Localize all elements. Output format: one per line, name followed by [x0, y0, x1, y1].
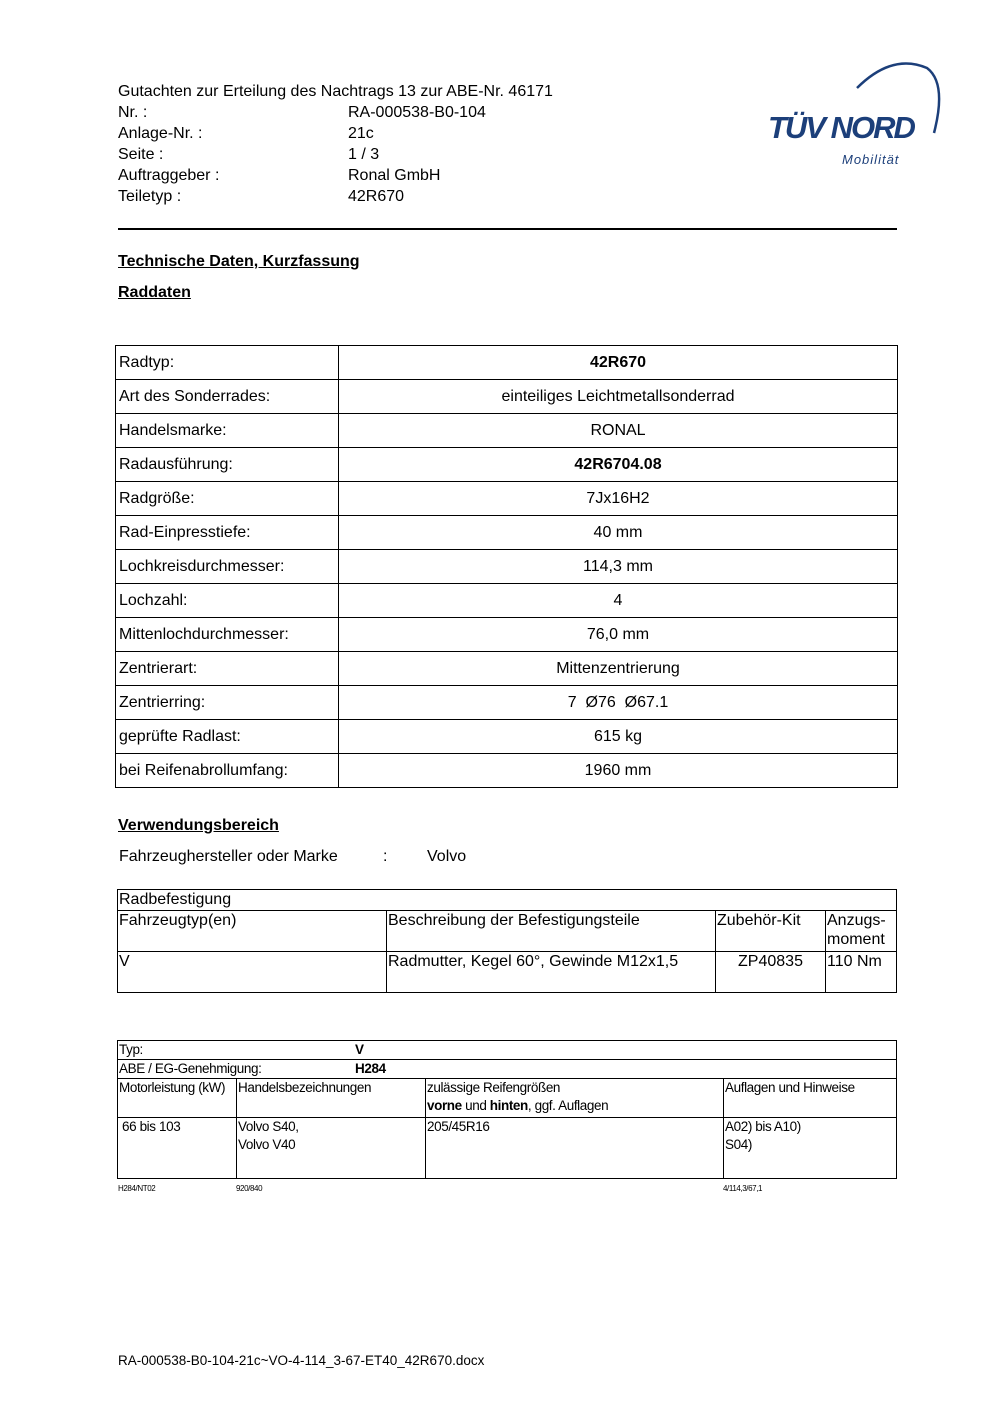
col-header-notes: Auflagen und Hinweise	[724, 1079, 897, 1118]
col-header-vehicle-type: Fahrzeugtyp(en)	[118, 911, 387, 952]
table-row	[116, 720, 898, 754]
table-row	[118, 1060, 897, 1079]
row-label: Radgröße:	[116, 482, 339, 516]
logo-wordmark: TÜV NORD	[768, 110, 914, 145]
tires-header-rear: hinten	[489, 1098, 528, 1113]
col-header-description: Beschreibung der Befestigungsteile	[387, 911, 716, 952]
footer-filename: RA-000538-B0-104-21c~VO-4-114_3-67-ET40_42R670.docx	[118, 1353, 485, 1368]
col-header-kit: Zubehör-Kit	[716, 911, 826, 952]
table-row	[116, 346, 898, 380]
table-row	[118, 1118, 897, 1179]
row-value: 40 mm	[339, 516, 898, 550]
note-2: S04)	[725, 1137, 752, 1152]
row-label: Lochkreisdurchmesser:	[116, 550, 339, 584]
table-row	[116, 754, 898, 788]
section-title-tech: Technische Daten, Kurzfassung	[118, 253, 360, 270]
table-row	[118, 952, 897, 993]
col-header-power: Motorleistung (kW)	[118, 1079, 237, 1118]
row-value: einteiliges Leichtmetallsonderrad	[339, 380, 898, 414]
table-row	[116, 414, 898, 448]
header-label-nr: Nr. :	[118, 104, 148, 121]
trade-name-1: Volvo S40,	[238, 1119, 299, 1134]
cell-description: Radmutter, Kegel 60°, Gewinde M12x1,5	[387, 952, 716, 993]
cell-tires: 205/45R16	[426, 1118, 724, 1179]
note-1: A02) bis A10)	[725, 1119, 801, 1134]
tuv-nord-logo	[762, 58, 942, 173]
row-value: 615 kg	[339, 720, 898, 754]
header-label-teiletyp: Teiletyp :	[118, 188, 182, 205]
header-value-auftraggeber: Ronal GmbH	[348, 167, 441, 184]
type-row	[118, 1041, 897, 1060]
row-label: Zentrierring:	[116, 686, 339, 720]
cell-torque: 110 Nm	[826, 952, 897, 993]
row-label: Lochzahl:	[116, 584, 339, 618]
maker-value: Volvo	[427, 848, 467, 865]
row-label: bei Reifenabrollumfang:	[116, 754, 339, 788]
row-label: Mittenlochdurchmesser:	[116, 618, 339, 652]
maker-label: Fahrzeughersteller oder Marke	[119, 848, 338, 865]
col-header-torque: Anzugs-moment	[826, 911, 897, 952]
row-value: 114,3 mm	[339, 550, 898, 584]
document-title: Gutachten zur Erteilung des Nachtrags 13 zur ABE-Nr. 46171	[118, 83, 553, 100]
tires-header-rest: , ggf. Auflagen	[527, 1098, 609, 1113]
table-row	[118, 1041, 897, 1060]
row-value: 7Jx16H2	[339, 482, 898, 516]
row-value: Mittenzentrierung	[339, 652, 898, 686]
typ-value: V	[355, 1042, 364, 1057]
section-title-verwendung: Verwendungsbereich	[118, 817, 279, 834]
mounting-title: Radbefestigung	[118, 890, 897, 911]
table-row	[116, 516, 898, 550]
row-label: geprüfte Radlast:	[116, 720, 339, 754]
row-value: RONAL	[339, 414, 898, 448]
table-row	[116, 448, 898, 482]
header-value-seite: 1 / 3	[348, 146, 380, 163]
cell-notes	[724, 1118, 897, 1179]
header-value-nr: RA-000538-B0-104	[348, 104, 486, 121]
row-label: Radtyp:	[116, 346, 339, 380]
row-label: Zentrierart:	[116, 652, 339, 686]
type-approval-table	[117, 1040, 897, 1179]
abe-value: H284	[355, 1061, 386, 1076]
row-value: 42R6704.08	[339, 448, 898, 482]
table-row	[116, 482, 898, 516]
code-bolt-pattern: 4/114,3/67,1	[723, 1184, 763, 1193]
table-header-row	[118, 911, 897, 952]
tires-header-line1: zulässige Reifengrößen	[427, 1080, 561, 1095]
row-value: 7 Ø76 Ø67.1	[339, 686, 898, 720]
table-row	[116, 550, 898, 584]
mounting-table	[117, 889, 897, 993]
table-row	[116, 380, 898, 414]
maker-separator: :	[383, 848, 388, 865]
abe-row	[118, 1060, 897, 1079]
tires-header-and: und	[461, 1098, 490, 1113]
row-value: 1960 mm	[339, 754, 898, 788]
code-trade: 920/840	[236, 1184, 263, 1193]
row-value: 42R670	[339, 346, 898, 380]
section-title-raddaten: Raddaten	[118, 284, 191, 301]
col-header-trade-names: Handelsbezeichnungen	[237, 1079, 426, 1118]
row-label: Handelsmarke:	[116, 414, 339, 448]
logo-subtitle: Mobilität	[842, 152, 900, 167]
cell-trade-names	[237, 1118, 426, 1179]
row-label: Art des Sonderrades:	[116, 380, 339, 414]
col-header-tires	[426, 1079, 724, 1118]
header-value-teiletyp: 42R670	[348, 188, 405, 205]
header-label-auftraggeber: Auftraggeber :	[118, 167, 220, 184]
cell-kit: ZP40835	[716, 952, 826, 993]
cell-vehicle-type: V	[118, 952, 387, 993]
tires-header-front: vorne	[427, 1098, 462, 1113]
wheel-data-table	[115, 345, 898, 788]
trade-name-2: Volvo V40	[238, 1137, 296, 1152]
table-header-row	[118, 1079, 897, 1118]
table-row	[116, 584, 898, 618]
header-value-anlage: 21c	[348, 125, 374, 142]
table-row	[116, 686, 898, 720]
table-row	[116, 652, 898, 686]
row-label: Rad-Einpresstiefe:	[116, 516, 339, 550]
row-value: 76,0 mm	[339, 618, 898, 652]
header-label-seite: Seite :	[118, 146, 164, 163]
row-value: 4	[339, 584, 898, 618]
table-row	[116, 618, 898, 652]
cell-power: 66 bis 103	[118, 1118, 237, 1179]
code-approval: H284/NT02	[118, 1184, 156, 1193]
row-label: Radausführung:	[116, 448, 339, 482]
header-label-anlage: Anlage-Nr. :	[118, 125, 203, 142]
header-divider	[118, 228, 897, 230]
abe-label: ABE / EG-Genehmigung:	[119, 1061, 262, 1076]
typ-label: Typ:	[119, 1042, 143, 1057]
table-row	[118, 890, 897, 911]
